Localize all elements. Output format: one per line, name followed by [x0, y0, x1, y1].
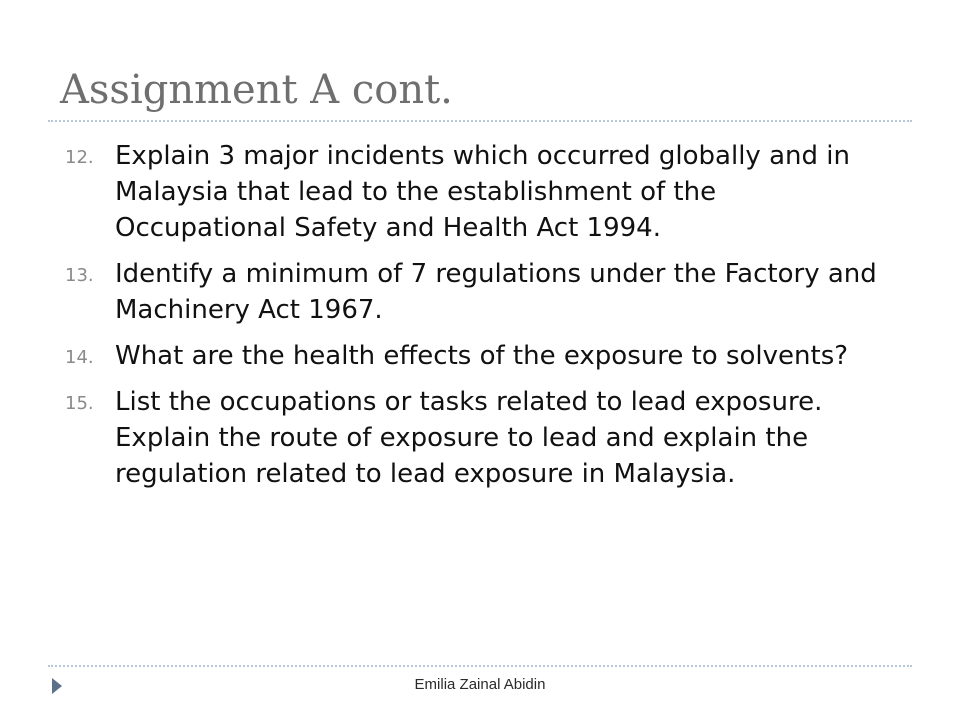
item-number: 12.: [65, 147, 94, 168]
list-item: [65, 138, 895, 246]
item-number: 14.: [65, 347, 94, 368]
footer-author: Emilia Zainal Abidin: [414, 676, 546, 693]
item-number: 13.: [65, 265, 94, 286]
list-item: [65, 256, 895, 328]
title-divider: [48, 120, 912, 122]
list-item: [65, 338, 895, 374]
footer-divider: [48, 665, 912, 667]
item-text: Identify a minimum of 7 regulations under the Factory and Machinery Act 1967.: [115, 259, 877, 325]
item-text: Explain 3 major incidents which occurred globally and in Malaysia that lead to the establishment of the Occupational Safety and Health Act 1994.: [115, 141, 850, 243]
assignment-list: [65, 138, 895, 502]
item-number: 15.: [65, 393, 94, 414]
item-text: What are the health effects of the exposure to solvents?: [115, 341, 849, 371]
list-item: [65, 384, 895, 492]
slide-title: Assignment A cont.: [60, 67, 453, 113]
item-text: List the occupations or tasks related to lead exposure. Explain the route of exposure to lead and explain the regulation related to lead exposure in Malaysia.: [115, 387, 823, 489]
